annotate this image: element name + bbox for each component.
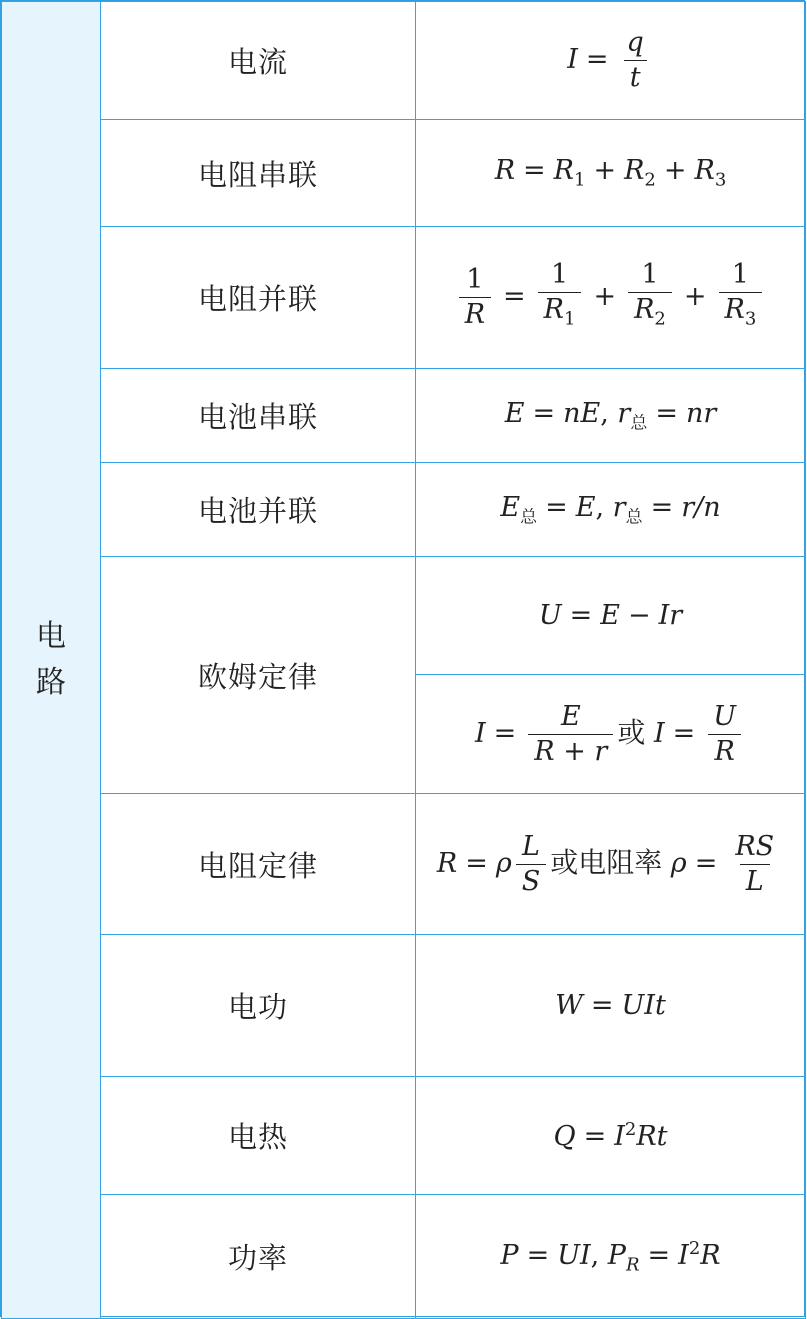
category-label-line1: 电 — [36, 619, 66, 654]
row-name: 电功 — [101, 935, 416, 1077]
row-name: 电阻定律 — [101, 794, 416, 935]
row-name: 电池并联 — [101, 463, 416, 557]
table-row — [2, 463, 806, 557]
table-row — [2, 1077, 806, 1195]
row-name: 电阻并联 — [101, 227, 416, 369]
formula-ohm-closed-circuit: I = $\frac{E}{R + r}$ 或 I = $\frac{U}{R}$ — [416, 675, 806, 794]
formula-current: I = $\frac{q}{t}$ — [416, 2, 806, 120]
table-row — [2, 227, 806, 369]
category-cell — [2, 2, 101, 1319]
row-name: 欧姆定律 — [101, 557, 416, 794]
formula-heat: $Q = I^2Rt$ — [416, 1077, 806, 1195]
row-name: 电流 — [101, 2, 416, 120]
circuit-formula-table — [1, 1, 806, 1319]
table-row — [2, 557, 806, 675]
table-row — [2, 935, 806, 1077]
formula-ohm-terminal: U = E − Ir — [416, 557, 806, 675]
row-name: 电池串联 — [101, 369, 416, 463]
row-name: 电热 — [101, 1077, 416, 1195]
category-label-line2: 路 — [36, 665, 66, 700]
table-row — [2, 2, 806, 120]
formula-battery-parallel: $E_总 = E$, $r_总 = r/n$ — [416, 463, 806, 557]
row-name: 功率 — [101, 1195, 416, 1319]
formula-series-resistance: $R = R_1 + R_2 + R_3$ — [416, 120, 806, 227]
table-row — [2, 369, 806, 463]
table-row — [2, 1195, 806, 1319]
formula-resistance-law: R = ρ $\frac{L}{S}$ 或电阻率 ρ = $\frac{RS}{L}$ — [416, 794, 806, 935]
table-row — [2, 794, 806, 935]
formula-battery-series: E = nE, $r_总$ = nr — [416, 369, 806, 463]
formula-power: P = UI, $P_R = I^2R$ — [416, 1195, 806, 1319]
table-row — [2, 120, 806, 227]
formula-work: W = UIt — [416, 935, 806, 1077]
formula-parallel-resistance: $\frac{1}{R}$ = $\frac{1}{R_1}$ + $\frac{1}{R_2}$ + $\frac{1}{R_3}$ — [416, 227, 806, 369]
row-name: 电阻串联 — [101, 120, 416, 227]
